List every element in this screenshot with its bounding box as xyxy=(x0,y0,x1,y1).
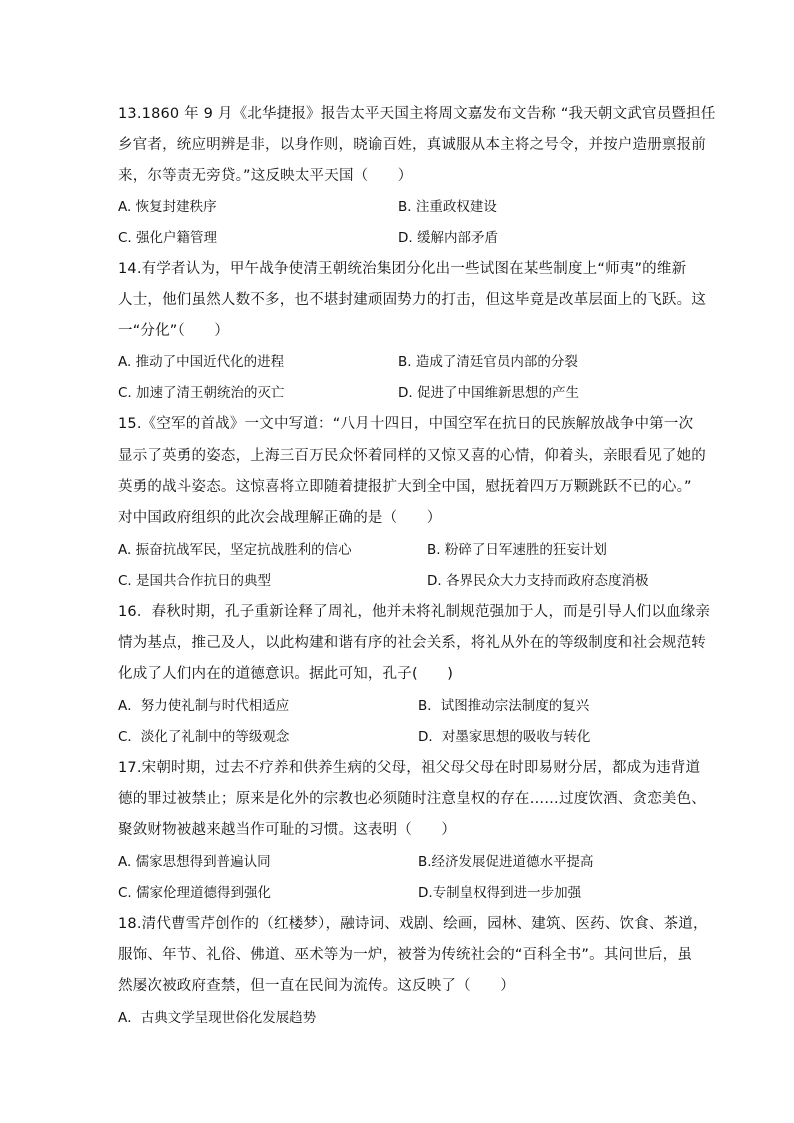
option-a: A. 推动了中国近代化的进程 xyxy=(118,354,285,370)
option-a: A．古典文学呈现世俗化发展趋势 xyxy=(118,1010,317,1026)
question-stem-line: 17.宋朝时期，过去不疗养和供养生病的父母，祖父母父母在时即易财分居，都成为违背道 xyxy=(118,760,701,776)
option-b: B. 造成了清廷官员内部的分裂 xyxy=(398,354,578,370)
option-d: D. 缓解内部矛盾 xyxy=(398,230,498,246)
option-b: B. 粉碎了日军速胜的狂妄计划 xyxy=(427,542,607,558)
option-a: A．努力使礼制与时代相适应 xyxy=(118,698,290,714)
question-stem-line: 14.有学者认为，甲午战争使清王朝统治集团分化出一些试图在某些制度上“师夷”的维新 xyxy=(118,261,687,277)
question-stem-line: 聚敛财物被越来越当作可耻的习惯。这表明（ ） xyxy=(118,822,457,838)
option-b: B.经济发展促进道德水平提高 xyxy=(418,854,594,870)
question-stem-line: 英勇的战斗姿态。这惊喜将立即随着捷报扩大到全中国，慰抚着四万万颗跳跃不已的心。” xyxy=(118,479,692,495)
option-d: D．对墨家思想的吸收与转化 xyxy=(418,729,591,745)
question-stem-line: 对中国政府组织的此次会战理解正确的是（ ） xyxy=(118,510,442,526)
question-stem-line: 来，尔等责无旁贷。”这反映太平天国（ ） xyxy=(118,168,413,184)
question-stem-line: 一“分化”（ ） xyxy=(118,323,230,339)
question-stem-line: 情为基点，推己及人，以此构建和谐有序的社会关系，将礼从外在的等级制度和社会规范转 xyxy=(118,635,706,651)
option-c: C. 强化户籍管理 xyxy=(118,230,218,246)
question-stem-line: 服饰、年节、礼俗、佛道、巫术等为一炉，被誉为传统社会的“百科全书”。其问世后，虽 xyxy=(118,947,693,963)
question-stem-line: 13.1860 年 9 月《北华捷报》报告太平天国主将周文嘉发布文告称 “我天朝文武官员暨担任 xyxy=(118,106,716,122)
option-a: A. 振奋抗战军民，坚定抗战胜利的信心 xyxy=(118,542,352,558)
question-stem-line: 显示了英勇的姿态，上海三百万民众怀着同样的又惊又喜的心情，仰着头，亲眼看见了她的 xyxy=(118,448,706,464)
question-stem-line: 化成了人们内在的道德意识。据此可知，孔子( ) xyxy=(118,666,454,682)
option-a: A. 儒家思想得到普遍认同 xyxy=(118,854,271,870)
question-stem-line: 18.清代曹雪芹创作的（红楼梦），融诗词、戏剧、绘画，园林、建筑、医药、饮食、茶道， xyxy=(118,916,708,932)
question-stem-line: 然屡次被政府查禁，但一直在民间为流传。这反映了（ ） xyxy=(118,978,515,994)
option-c: C. 儒家伦理道德得到强化 xyxy=(118,885,272,901)
question-stem-line: 乡官者，统应明辨是非，以身作则，晓谕百姓，真诚服从本主将之号令，并按户造册禀报前 xyxy=(118,137,706,153)
option-a: A. 恢复封建秩序 xyxy=(118,199,217,215)
option-d: D. 促进了中国维新思想的产生 xyxy=(398,385,579,401)
option-d: D.专制皇权得到进一步加强 xyxy=(418,885,582,901)
question-stem-line: 16．春秋时期，孔子重新诠释了周礼，他并未将礼制规范强加于人，而是引导人们以血缘亲 xyxy=(118,604,711,620)
option-c: C. 是国共合作抗日的典型 xyxy=(118,573,272,589)
option-b: B. 注重政权建设 xyxy=(398,199,497,215)
question-stem-line: 德的罪过被禁止；原来是化外的宗教也必须随时注意皇权的存在……过度饮酒、贪恋美色、 xyxy=(118,791,706,807)
option-c: C. 加速了清王朝统治的灭亡 xyxy=(118,385,285,401)
option-c: C．淡化了礼制中的等级观念 xyxy=(118,729,290,745)
option-d: D. 各界民众大力支持而政府态度消极 xyxy=(427,573,649,589)
option-b: B．试图推动宗法制度的复兴 xyxy=(418,698,590,714)
question-stem-line: 15.《空军的首战》一文中写道：“八月十四日，中国空军在抗日的民族解放战争中第一次 xyxy=(118,416,694,432)
question-stem-line: 人士，他们虽然人数不多，也不堪封建顽固势力的打击，但这毕竟是改革层面上的飞跃。这 xyxy=(118,292,706,308)
